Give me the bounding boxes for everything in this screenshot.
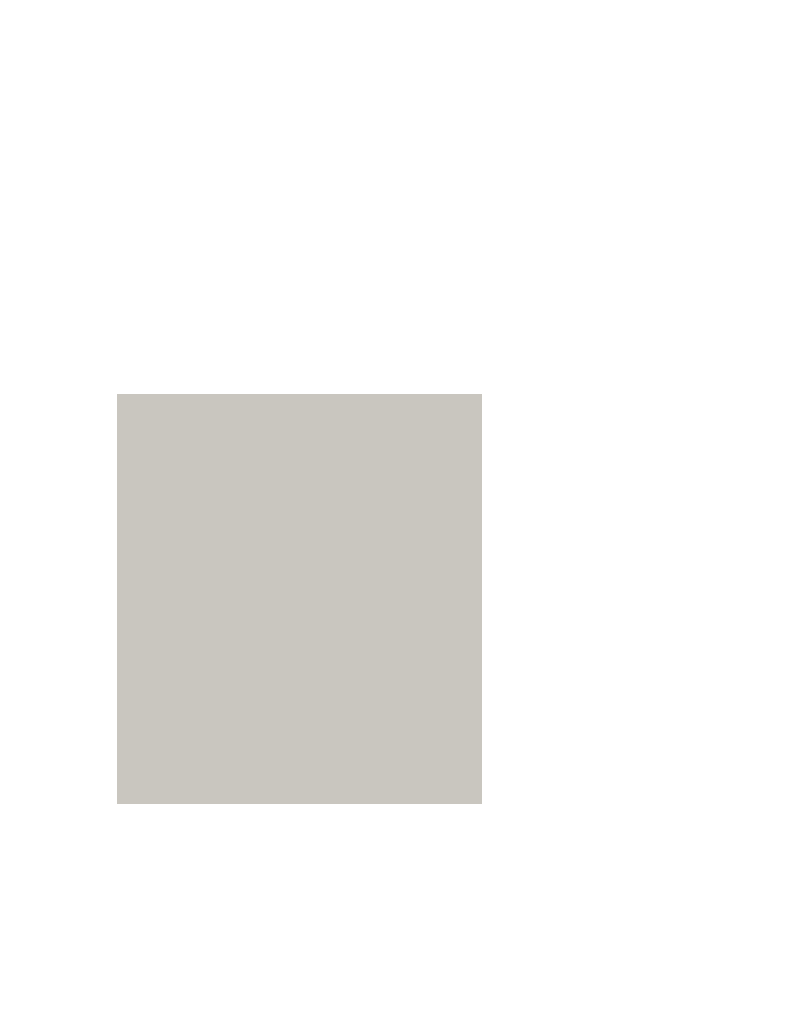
- material-two-figure: [117, 394, 482, 804]
- figure-svg: [117, 394, 482, 804]
